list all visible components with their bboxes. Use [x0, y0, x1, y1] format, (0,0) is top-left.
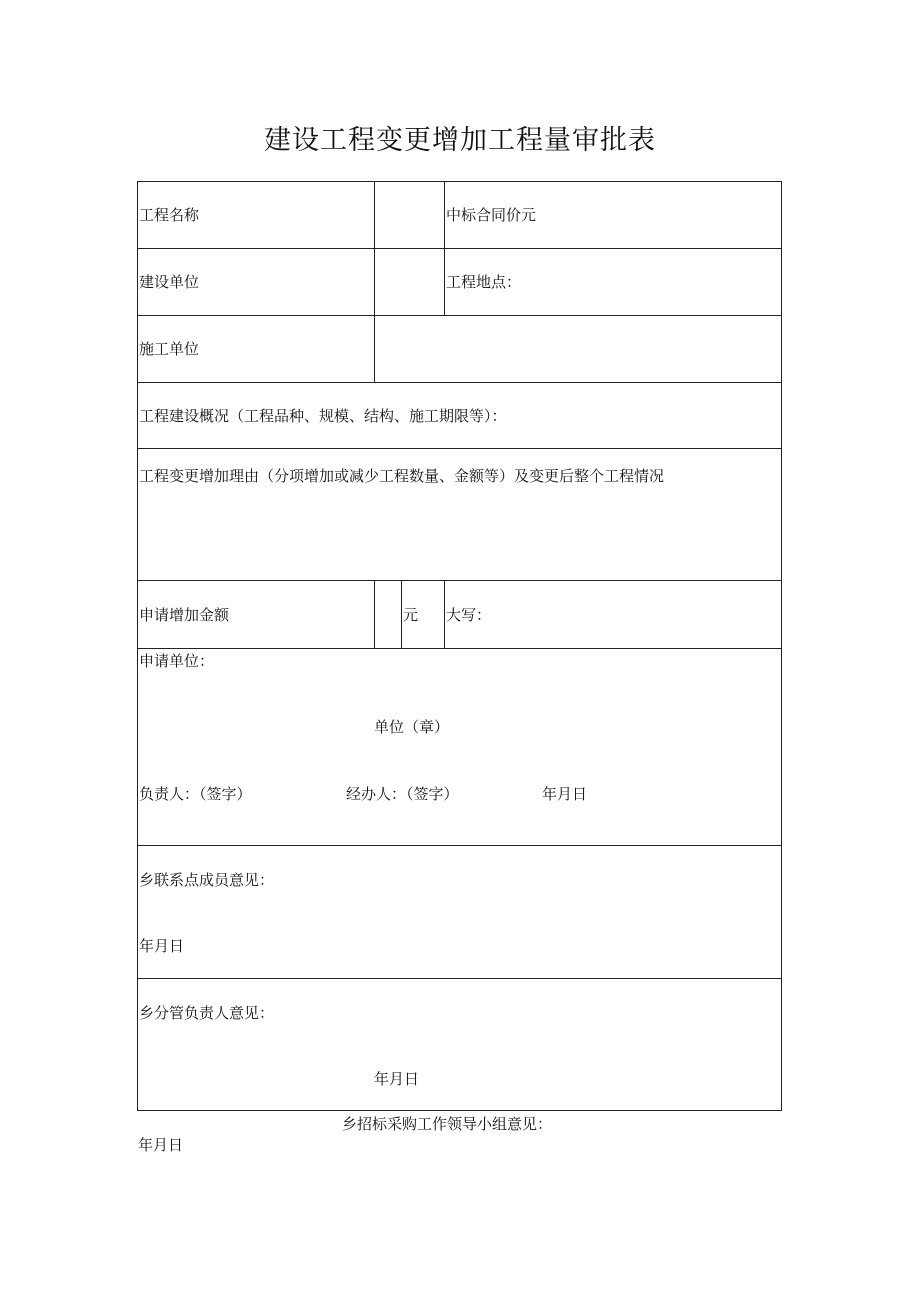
amount-capital-label: 大写： [446, 606, 492, 624]
column-divider [374, 580, 375, 648]
row-divider [138, 580, 781, 581]
bidding-group-opinion-label: 乡招标采购工作领导小组意见： [342, 1115, 553, 1133]
row-divider [138, 448, 781, 449]
project-name-label: 工程名称 [139, 206, 200, 224]
applicant-date: 年月日 [542, 785, 588, 803]
row-divider [138, 382, 781, 383]
amount-unit: 元 [403, 606, 419, 624]
liaison-opinion-label: 乡联系点成员意见： [139, 871, 275, 889]
row-divider [138, 648, 781, 649]
column-divider [374, 182, 375, 382]
liaison-date: 年月日 [139, 937, 185, 955]
reason-label: 工程变更增加理由（分项增加或减少工程数量、金额等）及变更后整个工程情况 [139, 467, 665, 485]
project-location-label: 工程地点： [446, 273, 522, 291]
row-divider [138, 845, 781, 846]
contract-price-label: 中标合同价元 [446, 206, 537, 224]
column-divider [444, 580, 445, 648]
builder-label: 建设单位 [139, 273, 200, 291]
page-title: 建设工程变更增加工程量审批表 [264, 125, 656, 156]
column-divider [444, 182, 445, 315]
column-divider [401, 580, 402, 648]
applicant-label: 申请单位： [139, 652, 215, 670]
amount-label: 申请增加金额 [139, 606, 230, 624]
bidding-group-date: 年月日 [138, 1136, 184, 1154]
leader-date: 年月日 [374, 1070, 420, 1088]
unit-seal-label: 单位（章） [374, 718, 450, 736]
row-divider [138, 248, 781, 249]
row-divider [138, 978, 781, 979]
handler-signature-label: 经办人：（签字） [346, 785, 459, 803]
responsible-signature-label: 负责人：（签字） [139, 785, 252, 803]
approval-form-table [137, 181, 782, 1111]
contractor-label: 施工单位 [139, 340, 200, 358]
row-divider [138, 315, 781, 316]
overview-label: 工程建设概况（工程品种、规模、结构、施工期限等）： [139, 407, 507, 425]
leader-opinion-label: 乡分管负责人意见： [139, 1004, 275, 1022]
